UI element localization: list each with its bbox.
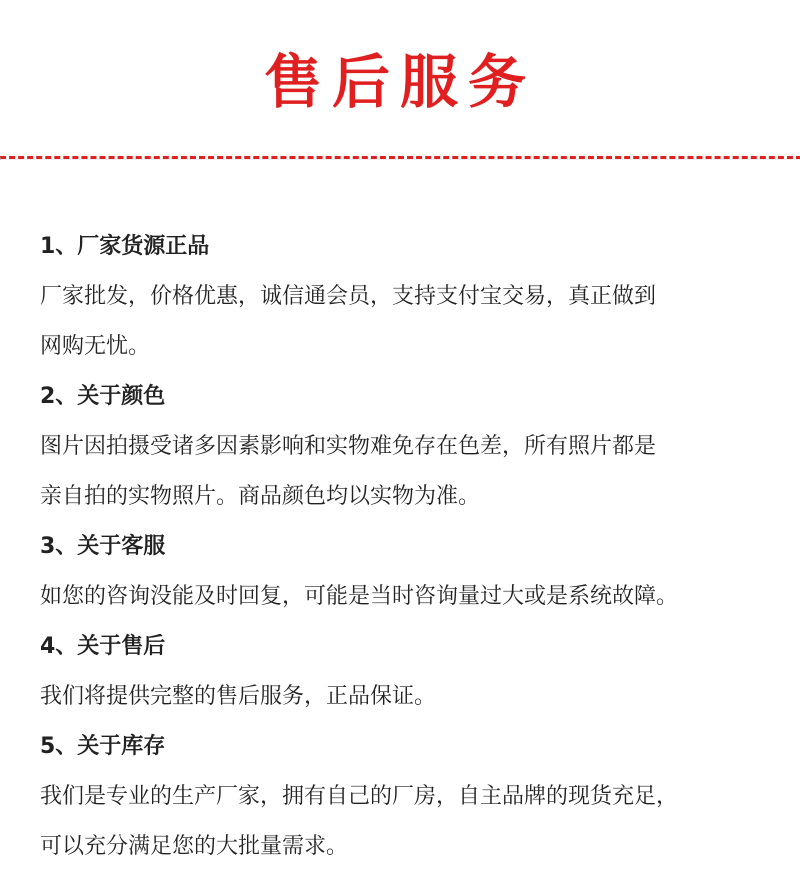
section-line: 厂家批发，价格优惠，诚信通会员，支持支付宝交易，真正做到: [40, 284, 657, 309]
dashed-divider: [0, 156, 800, 160]
section-heading: 4、关于售后: [40, 634, 166, 659]
section-line: 我们是专业的生产厂家，拥有自己的厂房，自主品牌的现货充足，: [40, 784, 679, 809]
section-heading: 3、关于客服: [40, 534, 166, 559]
section-genuine-source: [40, 222, 780, 372]
section-heading: 1、厂家货源正品: [40, 234, 210, 259]
section-line: 图片因拍摄受诸多因素影响和实物难免存在色差，所有照片都是: [40, 434, 657, 459]
page-title: 售后服务: [263, 48, 536, 116]
section-line: 如您的咨询没能及时回复，可能是当时咨询量过大或是系统故障。: [40, 584, 679, 609]
service-content: [40, 222, 780, 872]
section-line: 网购无忧。: [40, 334, 151, 359]
section-line: 我们将提供完整的售后服务，正品保证。: [40, 684, 437, 709]
section-after-sales: [40, 622, 780, 722]
section-customer-service: [40, 522, 780, 622]
section-color: [40, 372, 780, 522]
section-line: 亲自拍的实物照片。商品颜色均以实物为准。: [40, 484, 481, 509]
section-heading: 2、关于颜色: [40, 384, 166, 409]
section-inventory: [40, 722, 780, 872]
section-heading: 5、关于库存: [40, 734, 166, 759]
section-line: 可以充分满足您的大批量需求。: [40, 834, 349, 859]
